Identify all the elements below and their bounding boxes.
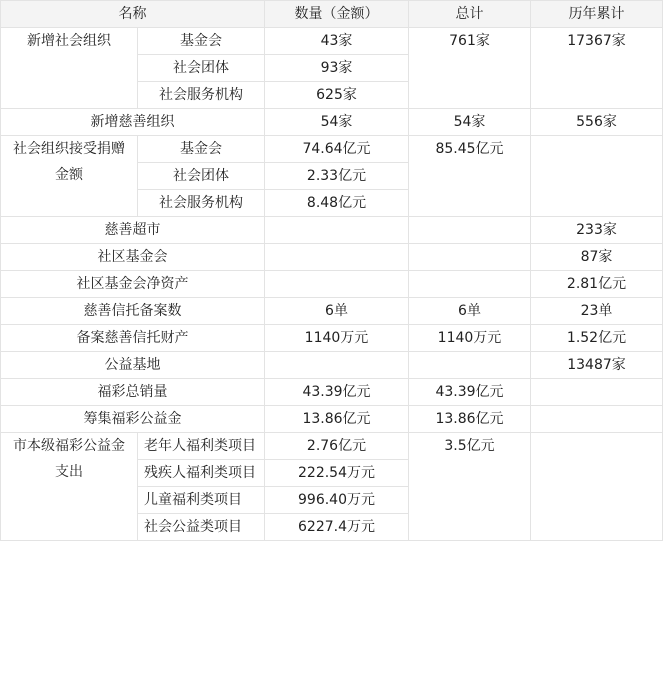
table-row bbox=[1, 109, 663, 136]
lottery-funds-value: 13.86亿元 bbox=[265, 406, 409, 433]
community-foundation-label: 社区基金会 bbox=[1, 244, 265, 271]
lottery-spending-sub-label: 儿童福利类项目 bbox=[138, 487, 265, 514]
trust-filings-total: 6单 bbox=[409, 298, 531, 325]
lottery-funds-total: 13.86亿元 bbox=[409, 406, 531, 433]
empty-cell bbox=[409, 244, 531, 271]
donations-cumulative bbox=[531, 136, 663, 217]
table-row bbox=[1, 433, 663, 460]
trust-assets-total: 1140万元 bbox=[409, 325, 531, 352]
public-welfare-bases-cumulative: 13487家 bbox=[531, 352, 663, 379]
donations-total: 85.45亿元 bbox=[409, 136, 531, 217]
donations-sub-value: 8.48亿元 bbox=[265, 190, 409, 217]
lottery-funds-label: 筹集福彩公益金 bbox=[1, 406, 265, 433]
table-row bbox=[1, 28, 663, 55]
community-foundation-cumulative: 87家 bbox=[531, 244, 663, 271]
new-orgs-label: 新增社会组织 bbox=[1, 28, 138, 109]
trust-filings-label: 慈善信托备案数 bbox=[1, 298, 265, 325]
trust-assets-value: 1140万元 bbox=[265, 325, 409, 352]
donations-sub-label: 基金会 bbox=[138, 136, 265, 163]
new-charity-cumulative: 556家 bbox=[531, 109, 663, 136]
table-row bbox=[1, 379, 663, 406]
new-orgs-sub-value: 43家 bbox=[265, 28, 409, 55]
empty-cell bbox=[409, 217, 531, 244]
lottery-spending-label: 市本级福彩公益金支出 bbox=[1, 433, 138, 541]
trust-filings-cumulative: 23单 bbox=[531, 298, 663, 325]
table-row bbox=[1, 352, 663, 379]
empty-cell bbox=[265, 352, 409, 379]
new-orgs-sub-label: 社会服务机构 bbox=[138, 82, 265, 109]
donations-label: 社会组织接受捐赠金额 bbox=[1, 136, 138, 217]
lottery-spending-sub-value: 2.76亿元 bbox=[265, 433, 409, 460]
header-quantity: 数量（金额） bbox=[265, 1, 409, 28]
empty-cell bbox=[265, 217, 409, 244]
donations-sub-value: 2.33亿元 bbox=[265, 163, 409, 190]
lottery-sales-value: 43.39亿元 bbox=[265, 379, 409, 406]
new-orgs-sub-value: 625家 bbox=[265, 82, 409, 109]
community-foundation-assets-cumulative: 2.81亿元 bbox=[531, 271, 663, 298]
empty-cell bbox=[531, 379, 663, 406]
charity-supermarket-cumulative: 233家 bbox=[531, 217, 663, 244]
trust-assets-cumulative: 1.52亿元 bbox=[531, 325, 663, 352]
lottery-spending-sub-value: 222.54万元 bbox=[265, 460, 409, 487]
table-row bbox=[1, 325, 663, 352]
trust-filings-value: 6单 bbox=[265, 298, 409, 325]
lottery-spending-sub-label: 社会公益类项目 bbox=[138, 514, 265, 541]
table-row bbox=[1, 298, 663, 325]
table-row bbox=[1, 217, 663, 244]
community-foundation-assets-label: 社区基金会净资产 bbox=[1, 271, 265, 298]
empty-cell bbox=[531, 406, 663, 433]
header-cumulative: 历年累计 bbox=[531, 1, 663, 28]
new-orgs-sub-label: 社会团体 bbox=[138, 55, 265, 82]
empty-cell bbox=[409, 352, 531, 379]
table-row bbox=[1, 244, 663, 271]
new-orgs-sub-label: 基金会 bbox=[138, 28, 265, 55]
lottery-spending-total: 3.5亿元 bbox=[409, 433, 531, 541]
new-orgs-cumulative: 17367家 bbox=[531, 28, 663, 109]
table-row bbox=[1, 136, 663, 163]
charity-supermarket-label: 慈善超市 bbox=[1, 217, 265, 244]
new-charity-total: 54家 bbox=[409, 109, 531, 136]
empty-cell bbox=[265, 271, 409, 298]
donations-sub-label: 社会服务机构 bbox=[138, 190, 265, 217]
lottery-spending-sub-value: 6227.4万元 bbox=[265, 514, 409, 541]
donations-sub-label: 社会团体 bbox=[138, 163, 265, 190]
empty-cell bbox=[409, 271, 531, 298]
trust-assets-label: 备案慈善信托财产 bbox=[1, 325, 265, 352]
new-charity-label: 新增慈善组织 bbox=[1, 109, 265, 136]
lottery-spending-sub-value: 996.40万元 bbox=[265, 487, 409, 514]
lottery-sales-label: 福彩总销量 bbox=[1, 379, 265, 406]
donations-sub-value: 74.64亿元 bbox=[265, 136, 409, 163]
new-charity-value: 54家 bbox=[265, 109, 409, 136]
new-orgs-total: 761家 bbox=[409, 28, 531, 109]
lottery-spending-cumulative bbox=[531, 433, 663, 541]
header-name: 名称 bbox=[1, 1, 265, 28]
lottery-spending-sub-label: 残疾人福利类项目 bbox=[138, 460, 265, 487]
header-row bbox=[1, 1, 663, 28]
new-orgs-sub-value: 93家 bbox=[265, 55, 409, 82]
lottery-sales-total: 43.39亿元 bbox=[409, 379, 531, 406]
public-welfare-bases-label: 公益基地 bbox=[1, 352, 265, 379]
lottery-spending-sub-label: 老年人福利类项目 bbox=[138, 433, 265, 460]
empty-cell bbox=[265, 244, 409, 271]
table-row bbox=[1, 406, 663, 433]
header-total: 总计 bbox=[409, 1, 531, 28]
table-row bbox=[1, 271, 663, 298]
